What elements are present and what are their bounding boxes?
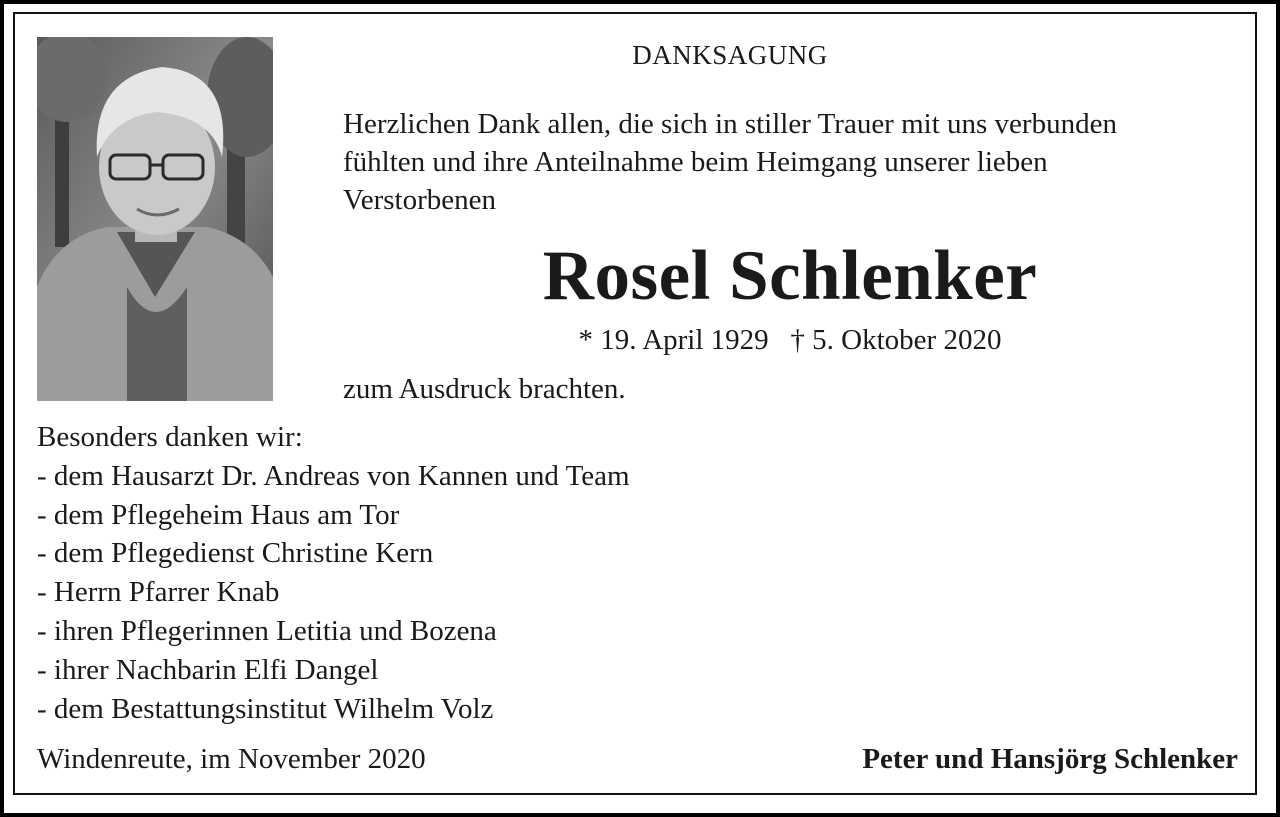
deceased-name: Rosel Schlenker bbox=[542, 237, 1038, 315]
life-dates bbox=[430, 324, 1150, 357]
thanks-list bbox=[37, 418, 630, 728]
intro-closing: zum Ausdruck brachten. bbox=[343, 373, 626, 405]
intro-line: Verstorbenen bbox=[343, 184, 497, 216]
thanks-item: - dem Hausarzt Dr. Andreas von Kannen und Team bbox=[37, 459, 630, 492]
notice-heading: DANKSAGUNG bbox=[632, 40, 828, 70]
portrait-photo bbox=[37, 37, 273, 401]
thanks-item: - ihren Pflegerinnen Letitia und Bozena bbox=[37, 614, 497, 647]
death-date: † 5. Oktober 2020 bbox=[790, 324, 1002, 356]
birth-date: * 19. April 1929 bbox=[578, 324, 769, 356]
thanks-header: Besonders danken wir: bbox=[37, 421, 303, 453]
thanks-item: - dem Bestattungsinstitut Wilhelm Volz bbox=[37, 692, 494, 725]
thanks-item: - dem Pflegedienst Christine Kern bbox=[37, 537, 434, 570]
thanks-item: - dem Pflegeheim Haus am Tor bbox=[37, 498, 400, 531]
intro-line: Herzlichen Dank allen, die sich in stiller Trauer mit uns verbunden bbox=[343, 108, 1117, 140]
intro-text bbox=[343, 105, 1253, 219]
intro-line: fühlten und ihre Anteilnahme beim Heimgang unserer lieben bbox=[343, 146, 1048, 178]
signature: Peter und Hansjörg Schlenker bbox=[862, 743, 1238, 775]
thanks-item: - Herrn Pfarrer Knab bbox=[37, 576, 280, 609]
place-date: Windenreute, im November 2020 bbox=[37, 743, 426, 775]
thanks-item: - ihrer Nachbarin Elfi Dangel bbox=[37, 653, 379, 686]
portrait-illustration bbox=[37, 37, 273, 401]
